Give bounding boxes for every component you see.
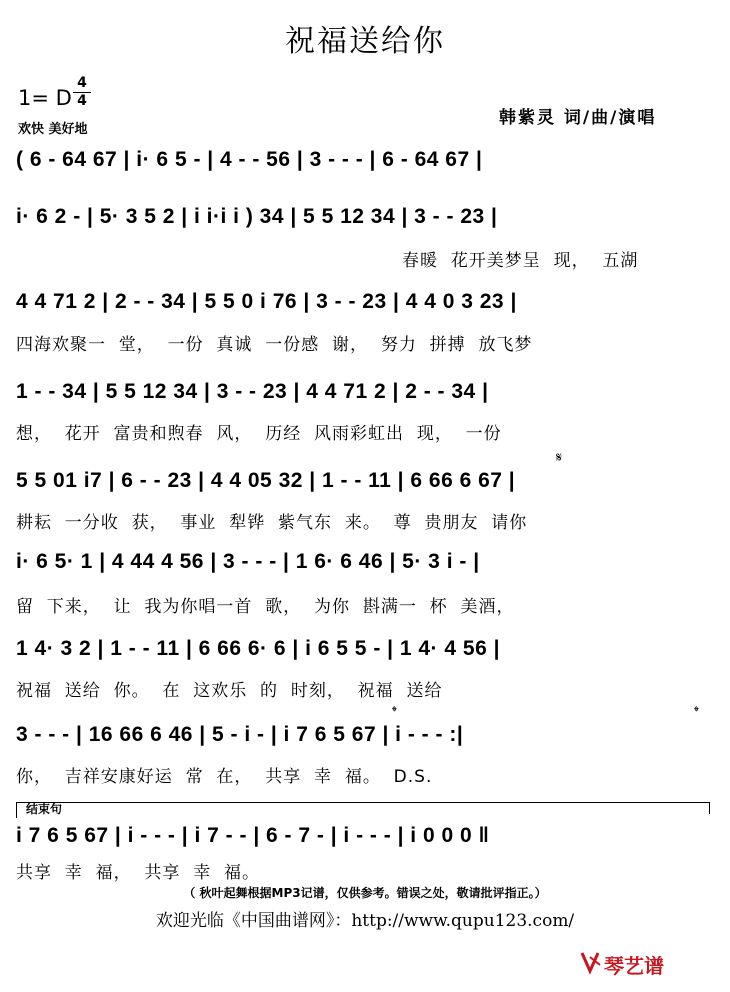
notation-line-3: 4 4 71 2 | 2 - - 34 | 5 5 0 i 76 | 3 - - 23 | 4 4 0 3 23 |	[16, 290, 517, 313]
notation-line-5: 5 5 01 i7 | 6 - - 23 | 4 4 05 32 | 1 - - 11 | 6 66 6 67 |	[16, 469, 516, 492]
lyrics-line-7: 祝福 送给 你。 在 这欢乐 的 时刻， 祝福 送给	[16, 681, 443, 701]
time-signature-top: 4	[77, 75, 87, 91]
notation-line-4: 1 - - 34 | 5 5 12 34 | 3 - - 23 | 4 4 71 2 | 2 - - 34 |	[16, 380, 489, 403]
brand-logo: 琴艺谱	[604, 954, 664, 978]
brand-logo-icon	[578, 949, 602, 975]
lyrics-line-2: 春暖 花开美梦呈 现， 五湖	[402, 251, 639, 271]
segno-symbol: 𝄋	[556, 450, 563, 466]
coda-symbol-2: 𝄌	[694, 704, 699, 720]
notation-line-1: ( 6 - 64 67 | i· 6 5 - | 4 - - 56 | 3 - - - | 6 - 64 67 |	[16, 148, 483, 171]
notation-line-6: i· 6 5· 1 | 4 44 4 56 | 3 - - - | 1 6· 6 46 | 5· 3 i - |	[16, 550, 480, 573]
time-signature	[73, 76, 91, 109]
lyrics-line-9: 共享 幸 福， 共享 幸 福。	[16, 863, 261, 883]
lyrics-line-5: 耕耘 一分收 获， 事业 犁铧 紫气东 来。 尊 贵朋友 请你	[16, 513, 528, 533]
ending-label: 结束句	[26, 802, 63, 816]
lyrics-line-4: 想， 花开 富贵和煦春 风， 历经 风雨彩虹出 现， 一份	[16, 424, 502, 444]
tempo-marking: 欢快 美好地	[18, 122, 88, 137]
notation-line-8: 3 - - - | 16 66 6 46 | 5 - i - | i 7 6 5 67 | i - - - :|	[16, 723, 464, 746]
lyrics-line-3: 四海欢聚一 堂， 一份 真诚 一份感 谢， 努力 拼搏 放飞梦	[16, 335, 533, 355]
coda-symbol-1: 𝄌	[392, 704, 397, 720]
disclaimer: （ 秋叶起舞根据MP3记谱，仅供参考。错误之处，敬请批评指正。）	[183, 886, 547, 900]
ending-bracket	[16, 798, 710, 820]
key-signature: 1= D	[18, 86, 72, 110]
notation-line-7: 1 4· 3 2 | 1 - - 11 | 6 66 6· 6 | i 6 5 5 - | 1 4· 4 56 |	[16, 637, 500, 660]
page-title: 祝福送给你	[285, 24, 445, 59]
lyrics-line-6: 留 下来， 让 我为你唱一首 歌， 为你 斟满一 杯 美酒，	[16, 597, 515, 617]
credits: 韩紫灵 词/曲/演唱	[499, 108, 657, 128]
time-signature-bottom: 4	[77, 93, 87, 109]
notation-line-9: i 7 6 5 67 | i - - - | i 7 - - | 6 - 7 - | i - - - | i 0 0 0 ‖	[16, 824, 490, 847]
lyrics-line-8: 你， 吉祥安康好运 常 在， 共享 幸 福。 D.S.	[16, 767, 433, 787]
notation-line-2: i· 6 2 - | 5· 3 5 2 | i i·i i ) 34 | 5 5 12 34 | 3 - - 23 |	[16, 205, 498, 228]
footer-link[interactable]: 欢迎光临《中国曲谱网》：http://www.qupu123.com/	[155, 911, 575, 931]
